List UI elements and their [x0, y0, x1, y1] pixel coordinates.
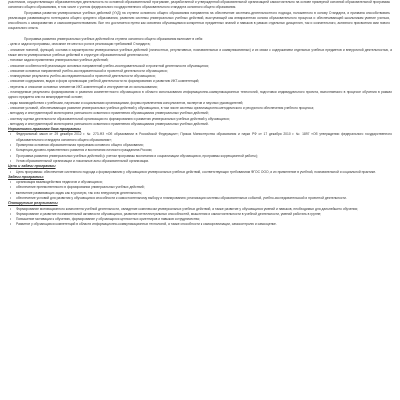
- list-item: • Федеральный закон от 29 декабря 2012 г. № 273-ФЗ «Об образовании в Российской Федерации»; Приказ Министерства образования и науки РФ от 17 декабря 2010 г. № 1897 «Об утверждении федерального государственного образовательного стандарта основного общего образования»;: [8, 132, 392, 143]
- list-item: • Развитие у обучающихся компетенций в области информационно-коммуникационных технологий, а также способности к самоорганизации, самоконтролю и самооценке.: [8, 222, 392, 227]
- program-items-list: [8, 42, 392, 127]
- list-item: • обеспечение преемственности в формировании универсальных учебных действий;: [8, 185, 392, 190]
- list-item: • Программа развития универсальных учебных действий (с учетом программы воспитания и социализации обучающихся, программы коррекционной работы);: [8, 154, 392, 159]
- section-list: [8, 170, 392, 175]
- list-item: • Цель программы: обеспечение системного подхода к формированию у обучающихся универсальных учебных действий, соответствующих требованиям ФГОС ООО, и их применение в учебной, познавательной и социальной практике.: [8, 170, 392, 175]
- list-item: - описание содержания, видов и форм организации учебной деятельности по формированию и развитию ИКТ-компетенций;: [8, 79, 200, 84]
- section-heading: Цели и задачи программы: [8, 164, 56, 169]
- list-item: • Формирование мотивационного компонента учебной деятельности, овладение комплексом универсальных учебных действий, а также развитие у обучающихся умений и навыков, необходимых для дальнейшего обучения;: [8, 207, 392, 212]
- list-item: - типовые задачи применения универсальных учебных действий;: [8, 58, 109, 63]
- list-item: - описание условий, обеспечивающих развитие универсальных учебных действий у обучающихся, в том числе системы организационно-методического и ресурсного обеспечения учебного процесса;: [8, 105, 314, 110]
- list-item: - перечень и описание основных элементов ИКТ-компетенций и инструментов их использования;: [8, 84, 158, 89]
- list-item: • Формирование и развитие познавательной активности обучающихся, развитие интеллектуальных способностей, мышления и самостоятельности в учебной деятельности, умений работать в группе;: [8, 212, 392, 217]
- list-item: • организация взаимодействия педагогов и обучающихся;: [8, 180, 392, 185]
- intro-paragraph: Программа развития универсальных учебных действий (УУД) на ступени основного общего образования направлена на обеспечение системно-деятельностного подхода, положенного в основу Стандарта, и призвана способствовать реализации развивающего потенциала общего среднего образования, развитию системы универсальных учебных действий, выступающей как инвариантная основа образовательного процесса и обеспечивающей школьникам умение учиться, способность к саморазвитию и самосовершенствованию. Все это достигается путем как освоения обучающимися конкретных предметных знаний и навыков в рамках отдельных дисциплин, так и сознательного, активного присвоения ими нового социального опыта.: [8, 10, 390, 31]
- list-item: • Концепция духовно-нравственного развития и воспитания личности гражданина России;: [8, 148, 392, 153]
- list-item: - описание особенностей реализации основных направлений учебно-исследовательской и проектной деятельности обучающихся;: [8, 63, 209, 68]
- list-item: • Повышение мотивации к обучению, формирование у обучающихся ценностных ориентиров и навыков сотрудничества;: [8, 217, 392, 222]
- list-item: - планируемые результаты учебно-исследовательской и проектной деятельности обучающихся;: [8, 74, 156, 79]
- list-item: • обеспечение условий для развития у обучающихся способности к самостоятельному выбору и планированию; реализация системы образовательных событий, учебно-исследовательской и проектной деятельности.: [8, 196, 392, 201]
- section-heading: Планируемые результаты: [8, 201, 58, 206]
- list-item: - цели и задачи программы, описание ее места и роли в реализации требований Стандарта;: [8, 42, 151, 47]
- list-item: - виды взаимодействия с учебными, научными и социальными организациями, формы привлечения консультантов, экспертов и научных руководителей;: [8, 100, 244, 105]
- list-item: • Устав образовательной организации и локальные акты образовательной организации.: [8, 159, 392, 164]
- program-intro: Программа развития универсальных учебных действий на ступени основного общего образования включает в себя:: [24, 37, 204, 42]
- section-heading: Задачи программы:: [8, 174, 44, 179]
- list-item: • Примерная основная образовательная программа основного общего образования;: [8, 143, 392, 148]
- list-item: - методику и инструментарий мониторинга успешности освоения и применения обучающимися универсальных учебных действий.: [8, 121, 209, 126]
- list-item: - описание понятий, функций, состава и характеристик универсальных учебных действий (личностных, регулятивных, познавательных и коммуникативных) и их связи с содержанием отдельных учебных предметов и внеурочной деятельностью, а также места универсальных учебных действий в структуре образовательной деятельности;: [8, 47, 392, 57]
- section-heading: Нормативно-правовая база программы: [8, 127, 81, 132]
- list-item: - методику и инструментарий мониторинга успешности освоения и применения обучающимися универсальных учебных действий;: [8, 111, 209, 116]
- list-item: • включение развивающих задач как в урочную, так и во внеурочную деятельность;: [8, 191, 392, 196]
- intro-paragraph: участников, осуществляющих образовательную деятельность по основной образовательной программе, разработанной и утвержденной образовательной организацией самостоятельно на основе примерной основной образовательной программы основного общего образования, в том числе с учетом федерального государственного образовательного стандарта основного общего образования.: [8, 0, 390, 10]
- document-body: [8, 0, 392, 228]
- section-list: [8, 207, 392, 228]
- section-list: [8, 180, 392, 201]
- section-list: [8, 132, 392, 164]
- list-item: - планируемые результаты формирования и развития компетентности обучающихся в области использования информационно-коммуникационных технологий, подготовки индивидуального проекта, выполняемого в процессе обучения в рамках одного предмета или на межпредметной основе;: [8, 90, 392, 100]
- list-item: - систему оценки деятельности образовательной организации по формированию и развитию универсальных учебных действий у обучающихся;: [8, 116, 230, 121]
- list-item: - описание основных направлений учебно-исследовательской и проектной деятельности обучающихся;: [8, 68, 168, 73]
